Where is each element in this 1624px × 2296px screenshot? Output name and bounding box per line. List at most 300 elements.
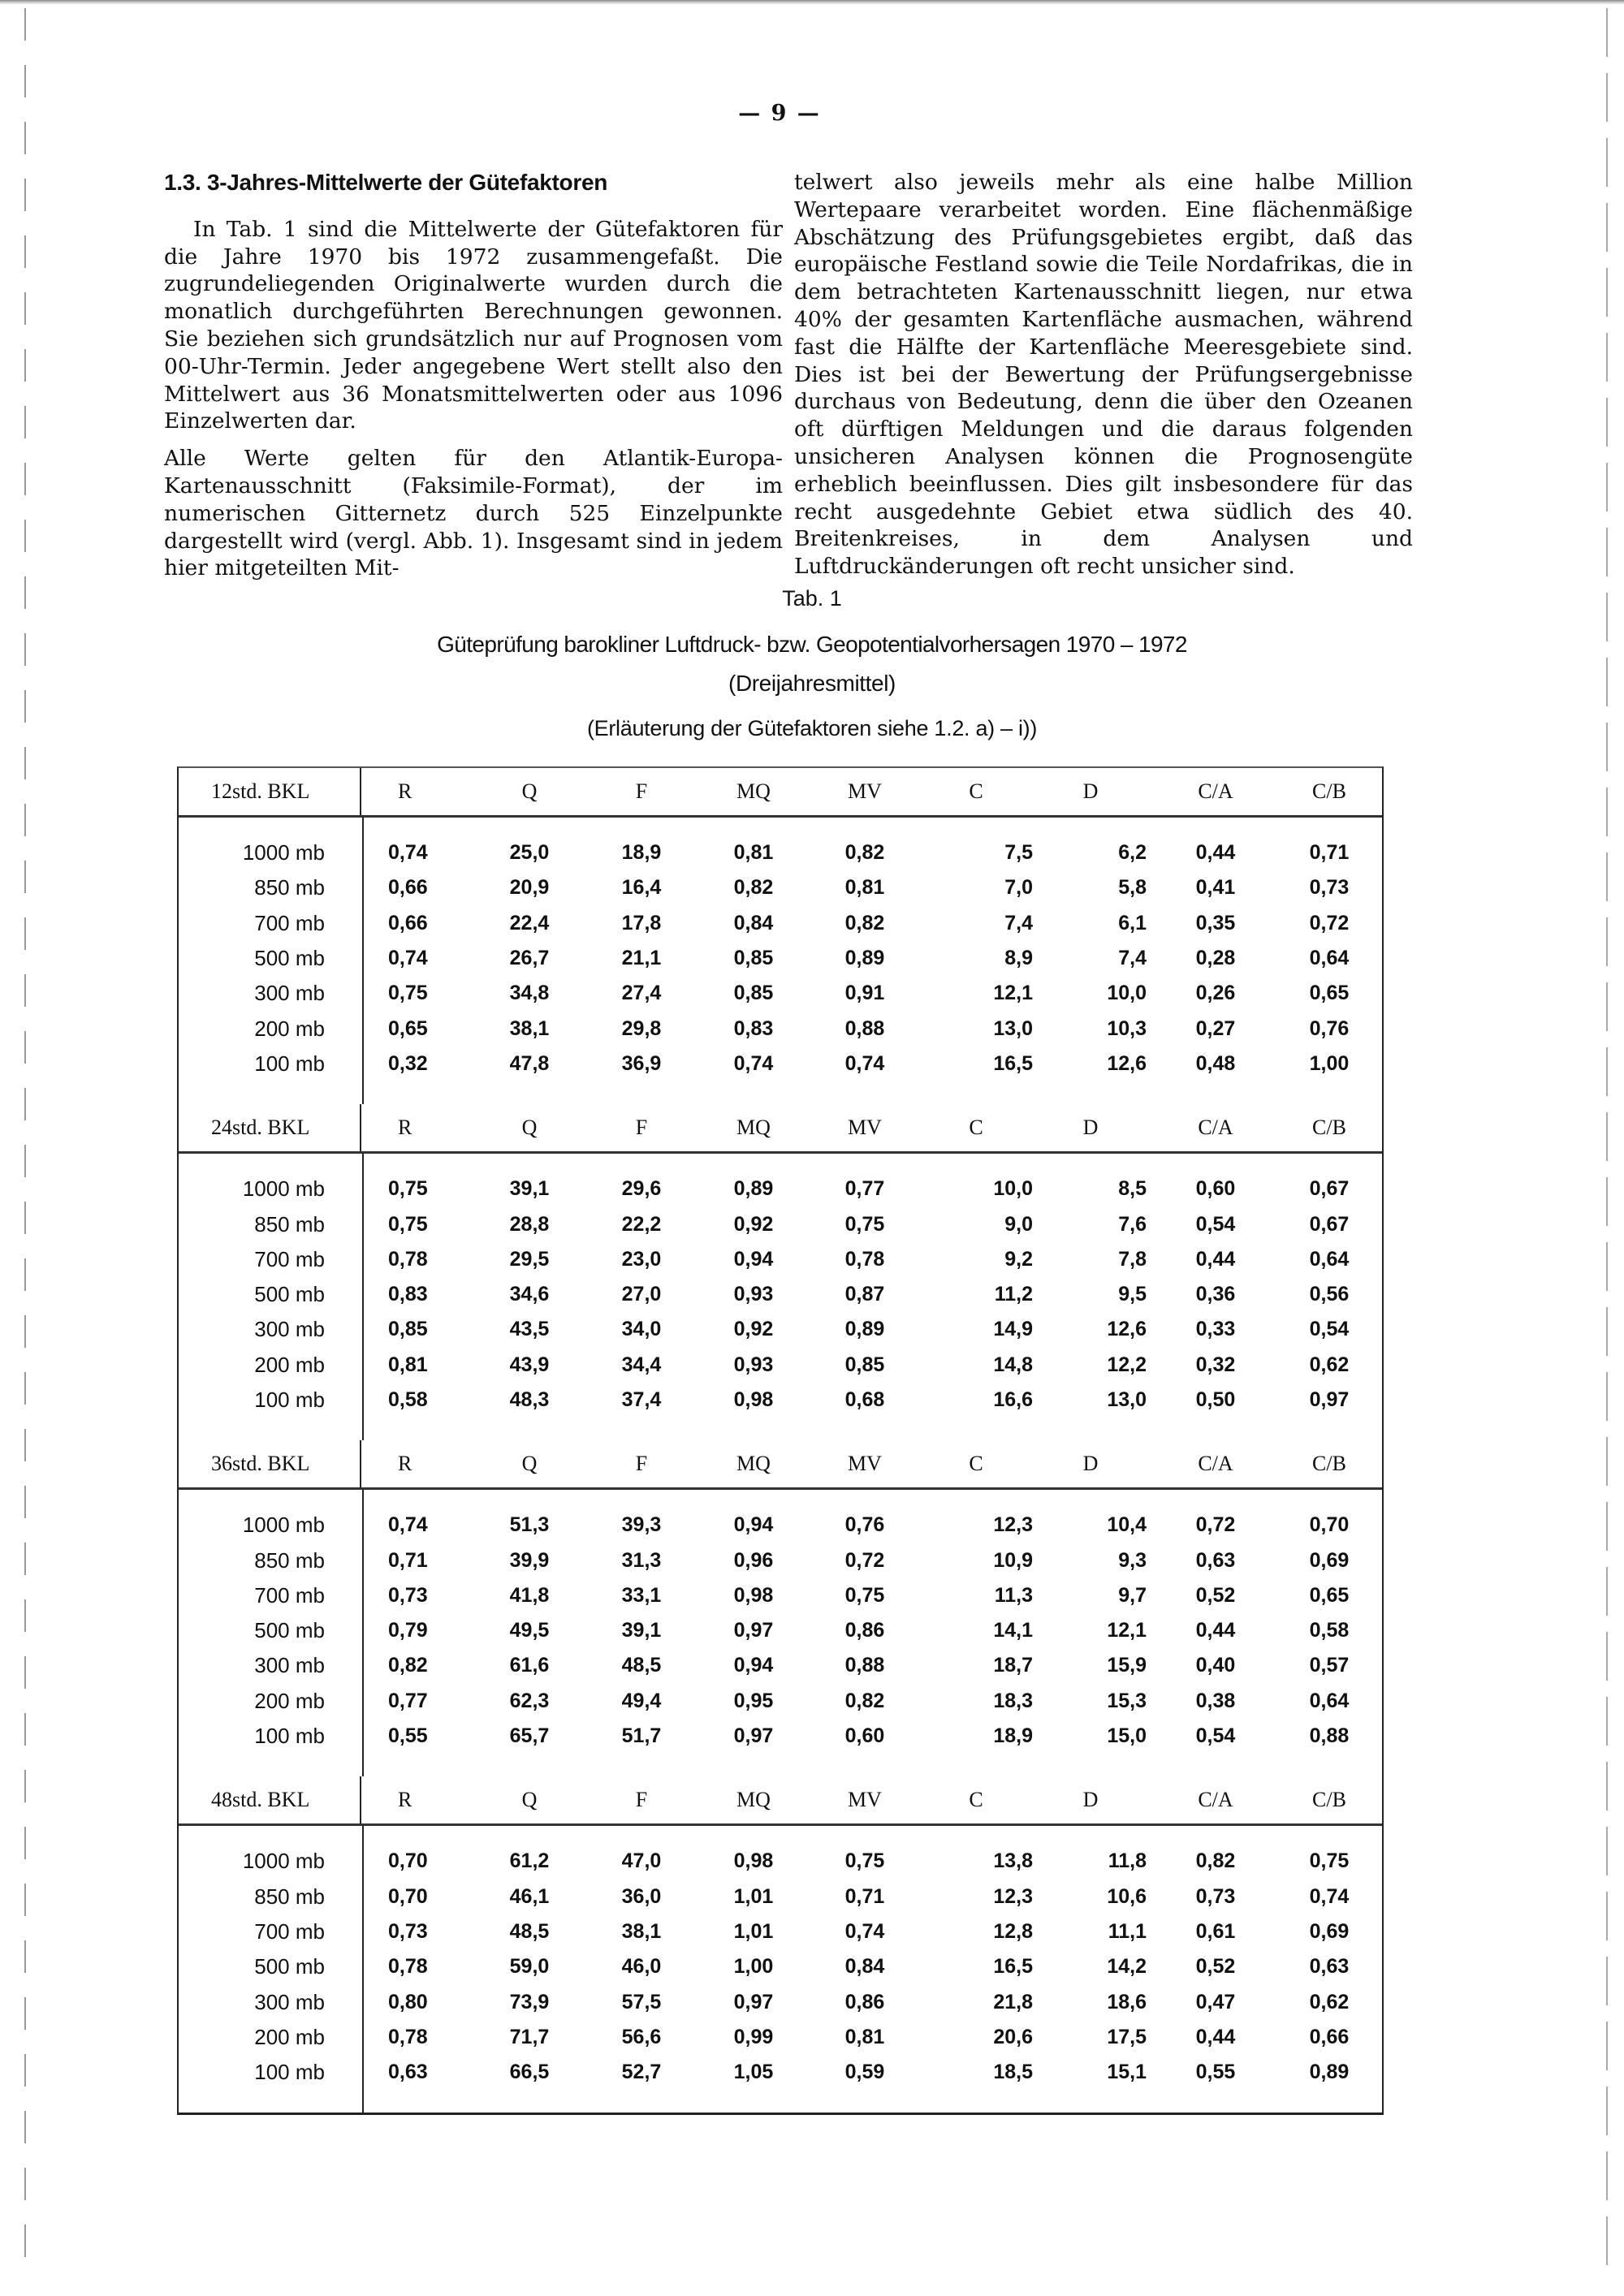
cell-c: 18,3 [993,1689,1033,1712]
cell-mq: 0,97 [733,1619,774,1642]
cell-q: 41,8 [509,1583,550,1607]
column-header-r: R [398,1788,412,1812]
column-divider [362,1826,364,2113]
cell-f: 18,9 [621,841,662,865]
column-header-d: D [1082,1452,1099,1476]
column-header-c: C [969,1116,983,1140]
cell-mv: 0,87 [844,1283,885,1306]
cell-c-b: 0,76 [1309,1016,1350,1040]
table-row [179,1613,1382,1648]
cell-c: 12,1 [993,982,1033,1005]
cell-q: 43,5 [509,1318,550,1341]
pressure-level: 1000 mb [242,1849,325,1874]
table-row [179,1543,1382,1577]
table-note: (Erläuterung der Gütefaktoren siehe 1.2. a) – i)) [586,716,1038,740]
cell-c-b: 0,75 [1309,1849,1350,1873]
cell-q: 26,7 [509,947,550,970]
forecast-range-label: 24std. BKL [179,1104,361,1151]
cell-mq: 1,00 [733,1955,774,1979]
cell-c-b: 0,72 [1309,911,1350,934]
cell-c-a: 0,48 [1195,1051,1236,1075]
cell-mq: 0,94 [733,1654,774,1677]
cell-r: 0,85 [388,1318,428,1341]
table-row [179,1684,1382,1719]
cell-r: 0,80 [388,1990,428,2013]
cell-f: 27,4 [621,982,662,1005]
cell-r: 0,74 [388,1513,428,1537]
cell-mq: 0,97 [733,1990,774,2013]
cell-c: 18,5 [993,2061,1033,2084]
pressure-level: 200 mb [254,2024,325,2049]
cell-c: 21,8 [993,1990,1033,2013]
cell-f: 33,1 [621,1583,662,1607]
cell-r: 0,83 [388,1283,428,1306]
cell-mq: 1,05 [733,2061,774,2084]
table-title: Güteprüfung barokliner Luftdruck- bzw. Geopotentialvorhersagen 1970 – 1972 [437,632,1187,657]
cell-c: 7,0 [1004,876,1033,900]
column-header-mq: MQ [736,1452,771,1476]
cell-c-a: 0,40 [1195,1654,1236,1677]
cell-mv: 0,71 [844,1884,885,1908]
cell-c: 7,5 [1004,841,1033,865]
cell-r: 0,66 [388,911,428,934]
cell-f: 21,1 [621,947,662,970]
cell-mq: 0,98 [733,1583,774,1607]
cell-d: 9,3 [1118,1548,1147,1572]
cell-r: 0,32 [388,1051,428,1075]
cell-c-b: 0,73 [1309,876,1350,900]
cell-f: 36,0 [621,1884,662,1908]
cell-c-a: 0,63 [1195,1548,1236,1572]
cell-c-a: 0,54 [1195,1212,1236,1236]
cell-mq: 0,94 [733,1513,774,1537]
cell-r: 0,63 [388,2061,428,2084]
cell-c-b: 0,58 [1309,1619,1350,1642]
cell-f: 52,7 [621,2061,662,2084]
cell-c: 14,1 [993,1619,1033,1642]
cell-f: 49,4 [621,1689,662,1712]
column-header-mq: MQ [736,779,771,803]
cell-c: 7,4 [1004,911,1033,934]
cell-f: 34,4 [621,1353,662,1376]
column-header-c-b: C/B [1312,1116,1346,1140]
cell-d: 17,5 [1107,2025,1147,2048]
cell-mq: 1,01 [733,1919,774,1943]
cell-f: 39,3 [621,1513,662,1537]
cell-d: 10,3 [1107,1016,1147,1040]
cell-r: 0,73 [388,1583,428,1607]
cell-mv: 0,85 [844,1353,885,1376]
cell-f: 23,0 [621,1247,662,1271]
cell-mv: 0,60 [844,1724,885,1748]
cell-mv: 0,84 [844,1955,885,1979]
cell-d: 14,2 [1107,1955,1147,1979]
table-row [179,1984,1382,2019]
cell-mq: 0,93 [733,1283,774,1306]
pressure-level: 700 mb [254,1918,325,1944]
cell-q: 22,4 [509,911,550,934]
cell-mq: 1,01 [733,1884,774,1908]
cell-c-b: 0,62 [1309,1990,1350,2013]
cell-f: 31,3 [621,1548,662,1572]
cell-mv: 0,86 [844,1990,885,2013]
cell-d: 6,1 [1118,911,1147,934]
table-row [179,1508,1382,1543]
cell-c-b: 0,63 [1309,1955,1350,1979]
cell-d: 15,3 [1107,1689,1147,1712]
table-row [179,2020,1382,2055]
cell-c-b: 0,65 [1309,982,1350,1005]
column-header-mv: MV [848,1452,882,1476]
cell-r: 0,75 [388,982,428,1005]
cell-d: 12,1 [1107,1619,1147,1642]
cell-c-a: 0,55 [1195,2061,1236,2084]
cell-c-a: 0,38 [1195,1689,1236,1712]
cell-r: 0,58 [388,1388,428,1411]
cell-mv: 0,75 [844,1849,885,1873]
cell-c-a: 0,52 [1195,1955,1236,1979]
cell-mv: 0,89 [844,1318,885,1341]
table-row [179,870,1382,905]
column-header-c-a: C/A [1198,1788,1233,1812]
table-block [179,1440,1382,1776]
pressure-level: 850 mb [254,875,325,900]
cell-d: 15,0 [1107,1724,1147,1748]
column-header-c-b: C/B [1312,779,1346,803]
column-header-d: D [1082,1788,1099,1812]
cell-d: 7,6 [1118,1212,1147,1236]
cell-c-b: 0,67 [1309,1212,1350,1236]
cell-c-b: 0,97 [1309,1388,1350,1411]
cell-c-a: 0,32 [1195,1353,1236,1376]
cell-r: 0,82 [388,1654,428,1677]
cell-r: 0,55 [388,1724,428,1748]
cell-r: 0,77 [388,1689,428,1712]
pressure-level: 850 mb [254,1547,325,1573]
cell-c: 9,0 [1004,1212,1033,1236]
cell-d: 15,9 [1107,1654,1147,1677]
cell-c-b: 0,57 [1309,1654,1350,1677]
cell-q: 48,5 [509,1919,550,1943]
cell-d: 10,0 [1107,982,1147,1005]
table-row [179,1719,1382,1754]
pressure-level: 300 mb [254,1653,325,1678]
paragraph: telwert also jeweils mehr als eine halbe Million Wertepaare verarbeitet worden. Eine flächenmäßige Abschätzung des Prüfungsgebietes ergibt, daß das europäische Festland sowie die Teile Nordafrikas, die in dem betrachteten Kartenausschnitt liegen, nur etwa 40% der gesamten Kartenfläche ausmachen, während fast die Hälfte der Kartenfläche Meeresgebiete sind. Dies ist bei der Bewertung der Prüfungsergebnisse durchaus von Bedeutung, denn die über den Ozeanen oft dürftigen Meldungen und die daraus folgenden unsicheren Analysen können die Prognosengüte erheblich beeinflussen. Dies gilt insbesondere für das recht ausgedehnte Gebiet etwa südlich des 40. Breitenkreises, in dem Analysen und Luftdruckänderungen oft recht unsicher sind. [794,170,1413,580]
cell-q: 51,3 [509,1513,550,1537]
cell-d: 10,4 [1107,1513,1147,1537]
table-label: Tab. 1 [782,586,842,611]
cell-mq: 0,94 [733,1247,774,1271]
cell-r: 0,71 [388,1548,428,1572]
cell-d: 9,5 [1118,1283,1147,1306]
column-header-mv: MV [848,1788,882,1812]
cell-d: 8,5 [1118,1177,1147,1201]
cell-d: 9,7 [1118,1583,1147,1607]
table-row [179,906,1382,941]
cell-c-a: 0,35 [1195,911,1236,934]
cell-c-a: 0,44 [1195,841,1236,865]
table-header-row [179,1440,1382,1490]
table-subtitle: (Dreijahresmittel) [728,671,896,696]
cell-q: 48,3 [509,1388,550,1411]
cell-mv: 0,82 [844,841,885,865]
table-row [179,835,1382,870]
cell-r: 0,74 [388,947,428,970]
table-row [179,1949,1382,1984]
cell-mq: 0,98 [733,1388,774,1411]
table-block [179,1776,1382,2113]
cell-c-a: 0,73 [1195,1884,1236,1908]
table-row [179,941,1382,976]
section-heading: 1.3. 3-Jahres-Mittelwerte der Gütefaktoren [164,170,608,195]
cell-c-b: 0,56 [1309,1283,1350,1306]
cell-mv: 0,88 [844,1016,885,1040]
column-header-c: C [969,1788,983,1812]
cell-c: 12,8 [993,1919,1033,1943]
column-header-c-a: C/A [1198,1116,1233,1140]
cell-mv: 0,76 [844,1513,885,1537]
cell-q: 47,8 [509,1051,550,1075]
cell-r: 0,70 [388,1849,428,1873]
cell-mv: 0,78 [844,1247,885,1271]
table-row [179,1348,1382,1383]
cell-f: 56,6 [621,2025,662,2048]
table-row [179,1011,1382,1046]
cell-d: 11,1 [1108,1919,1147,1943]
column-header-c: C [969,1452,983,1476]
cell-q: 39,9 [509,1548,550,1572]
cell-f: 34,0 [621,1318,662,1341]
table-row [179,1880,1382,1914]
pressure-level: 700 mb [254,910,325,935]
cell-c-b: 0,69 [1309,1919,1350,1943]
cell-q: 59,0 [509,1955,550,1979]
cell-mv: 0,81 [844,2025,885,2048]
cell-f: 39,1 [621,1619,662,1642]
column-header-c-b: C/B [1312,1452,1346,1476]
cell-d: 12,6 [1107,1318,1147,1341]
cell-r: 0,70 [388,1884,428,1908]
pressure-level: 850 mb [254,1884,325,1909]
scan-edge-right [1606,8,1608,2281]
cell-c: 18,7 [993,1654,1033,1677]
column-divider [362,1154,364,1440]
cell-f: 57,5 [621,1990,662,2013]
pressure-level: 200 mb [254,1016,325,1041]
column-header-mq: MQ [736,1116,771,1140]
forecast-range-label: 48std. BKL [179,1776,361,1823]
cell-d: 7,8 [1118,1247,1147,1271]
cell-c-b: 0,71 [1309,841,1350,865]
cell-mq: 0,82 [733,876,774,900]
cell-d: 5,8 [1118,876,1147,900]
pressure-level: 100 mb [254,2060,325,2085]
cell-q: 38,1 [509,1016,550,1040]
column-header-d: D [1082,1116,1099,1140]
table-row [179,1277,1382,1312]
cell-mq: 0,89 [733,1177,774,1201]
cell-c: 13,0 [993,1016,1033,1040]
cell-r: 0,66 [388,876,428,900]
table-block [179,1104,1382,1440]
column-header-r: R [398,1452,412,1476]
column-divider [362,818,364,1104]
cell-r: 0,81 [388,1353,428,1376]
cell-c: 12,3 [993,1513,1033,1537]
cell-r: 0,73 [388,1919,428,1943]
pressure-level: 300 mb [254,1317,325,1342]
cell-c-a: 0,28 [1195,947,1236,970]
table-block [179,768,1382,1104]
cell-f: 29,6 [621,1177,662,1201]
cell-mv: 0,91 [844,982,885,1005]
cell-f: 47,0 [621,1849,662,1873]
cell-mq: 0,97 [733,1724,774,1748]
column-header-d: D [1082,779,1099,803]
cell-c-b: 0,89 [1309,2061,1350,2084]
cell-q: 20,9 [509,876,550,900]
cell-r: 0,78 [388,1247,428,1271]
cell-c-a: 0,61 [1195,1919,1236,1943]
cell-c: 11,3 [994,1583,1033,1607]
cell-f: 29,8 [621,1016,662,1040]
cell-mv: 0,75 [844,1583,885,1607]
cell-r: 0,75 [388,1212,428,1236]
cell-q: 46,1 [509,1884,550,1908]
cell-q: 34,6 [509,1283,550,1306]
cell-mq: 0,99 [733,2025,774,2048]
cell-mv: 0,72 [844,1548,885,1572]
cell-c: 14,8 [993,1353,1033,1376]
cell-c-b: 0,69 [1309,1548,1350,1572]
cell-mq: 0,92 [733,1212,774,1236]
cell-r: 0,78 [388,2025,428,2048]
cell-mq: 0,84 [733,911,774,934]
cell-q: 28,8 [509,1212,550,1236]
pressure-level: 200 mb [254,1688,325,1713]
cell-c: 16,6 [993,1388,1033,1411]
cell-mq: 0,95 [733,1689,774,1712]
cell-c-a: 0,26 [1195,982,1236,1005]
cell-q: 62,3 [509,1689,550,1712]
table-row [179,1172,1382,1206]
cell-r: 0,79 [388,1619,428,1642]
pressure-level: 1000 mb [242,1513,325,1538]
column-header-c-a: C/A [1198,779,1233,803]
pressure-level: 500 mb [254,1954,325,1979]
cell-c-b: 0,67 [1309,1177,1350,1201]
cell-f: 48,5 [621,1654,662,1677]
pressure-level: 500 mb [254,1282,325,1307]
cell-c-b: 0,88 [1309,1724,1350,1748]
cell-f: 51,7 [621,1724,662,1748]
cell-c-b: 0,65 [1309,1583,1350,1607]
pressure-level: 700 mb [254,1246,325,1271]
table-row [179,1206,1382,1241]
cell-c: 11,2 [994,1283,1033,1306]
cell-r: 0,78 [388,1955,428,1979]
cell-mv: 0,81 [844,876,885,900]
cell-c-a: 0,44 [1195,1247,1236,1271]
pressure-level: 1000 mb [242,1176,325,1202]
column-header-c-a: C/A [1198,1452,1233,1476]
cell-q: 73,9 [509,1990,550,2013]
column-header-q: Q [521,1116,538,1140]
cell-c-a: 0,60 [1195,1177,1236,1201]
pressure-level: 300 mb [254,981,325,1006]
cell-c: 20,6 [993,2025,1033,2048]
column-header-q: Q [521,1788,538,1812]
cell-c: 12,3 [993,1884,1033,1908]
column-header-mv: MV [848,779,882,803]
pressure-level: 100 mb [254,1388,325,1412]
cell-f: 16,4 [621,876,662,900]
cell-q: 66,5 [509,2061,550,2084]
cell-mv: 0,77 [844,1177,885,1201]
cell-c-b: 0,70 [1309,1513,1350,1537]
column-header-f: F [635,779,648,803]
table-header-row [179,768,1382,818]
cell-mv: 0,75 [844,1212,885,1236]
cell-d: 13,0 [1107,1388,1147,1411]
cell-f: 46,0 [621,1955,662,1979]
cell-mv: 0,82 [844,911,885,934]
pressure-level: 500 mb [254,946,325,971]
cell-c-a: 0,82 [1195,1849,1236,1873]
cell-q: 65,7 [509,1724,550,1748]
cell-c-b: 0,74 [1309,1884,1350,1908]
cell-mq: 0,81 [733,841,774,865]
cell-mq: 0,85 [733,947,774,970]
cell-c-a: 0,72 [1195,1513,1236,1537]
column-header-r: R [398,1116,412,1140]
paragraph: In Tab. 1 sind die Mittelwerte der Gütefaktoren für die Jahre 1970 bis 1972 zusammengefaßt. Die zugrundeliegenden Originalwerte wurden durch die monatlich durchgeführten Berechnungen gewonnen. Sie beziehen sich grundsätzlich nur auf Prognosen vom 00-Uhr-Termin. Jeder angegebene Wert stellt also den Mittelwert aus 36 Monatsmittelwerten oder aus 1096 Einzelwerten dar. [164,216,783,434]
cell-mv: 0,74 [844,1919,885,1943]
cell-c: 13,8 [993,1849,1033,1873]
column-header-f: F [635,1116,648,1140]
cell-d: 18,6 [1107,1990,1147,2013]
column-header-f: F [635,1788,648,1812]
table-row [179,1242,1382,1277]
forecast-range-label: 12std. BKL [179,768,361,815]
column-header-r: R [398,779,412,803]
pressure-level: 200 mb [254,1352,325,1377]
cell-c-a: 0,36 [1195,1283,1236,1306]
cell-r: 0,74 [388,841,428,865]
cell-d: 6,2 [1118,841,1147,865]
cell-f: 36,9 [621,1051,662,1075]
cell-c-b: 0,64 [1309,947,1350,970]
cell-r: 0,75 [388,1177,428,1201]
cell-c-a: 0,47 [1195,1990,1236,2013]
column-header-mq: MQ [736,1788,771,1812]
cell-c-a: 0,44 [1195,2025,1236,2048]
cell-mq: 0,98 [733,1849,774,1873]
table-row [179,1047,1382,1081]
column-header-c-b: C/B [1312,1788,1346,1812]
cell-mq: 0,93 [733,1353,774,1376]
table-row [179,1648,1382,1683]
pressure-level: 1000 mb [242,840,325,865]
column-divider [362,1490,364,1776]
cell-c-a: 0,50 [1195,1388,1236,1411]
cell-mv: 0,68 [844,1388,885,1411]
pressure-level: 100 mb [254,1724,325,1749]
cell-q: 25,0 [509,841,550,865]
cell-d: 11,8 [1108,1849,1147,1873]
cell-c: 14,9 [993,1318,1033,1341]
cell-mq: 0,85 [733,982,774,1005]
